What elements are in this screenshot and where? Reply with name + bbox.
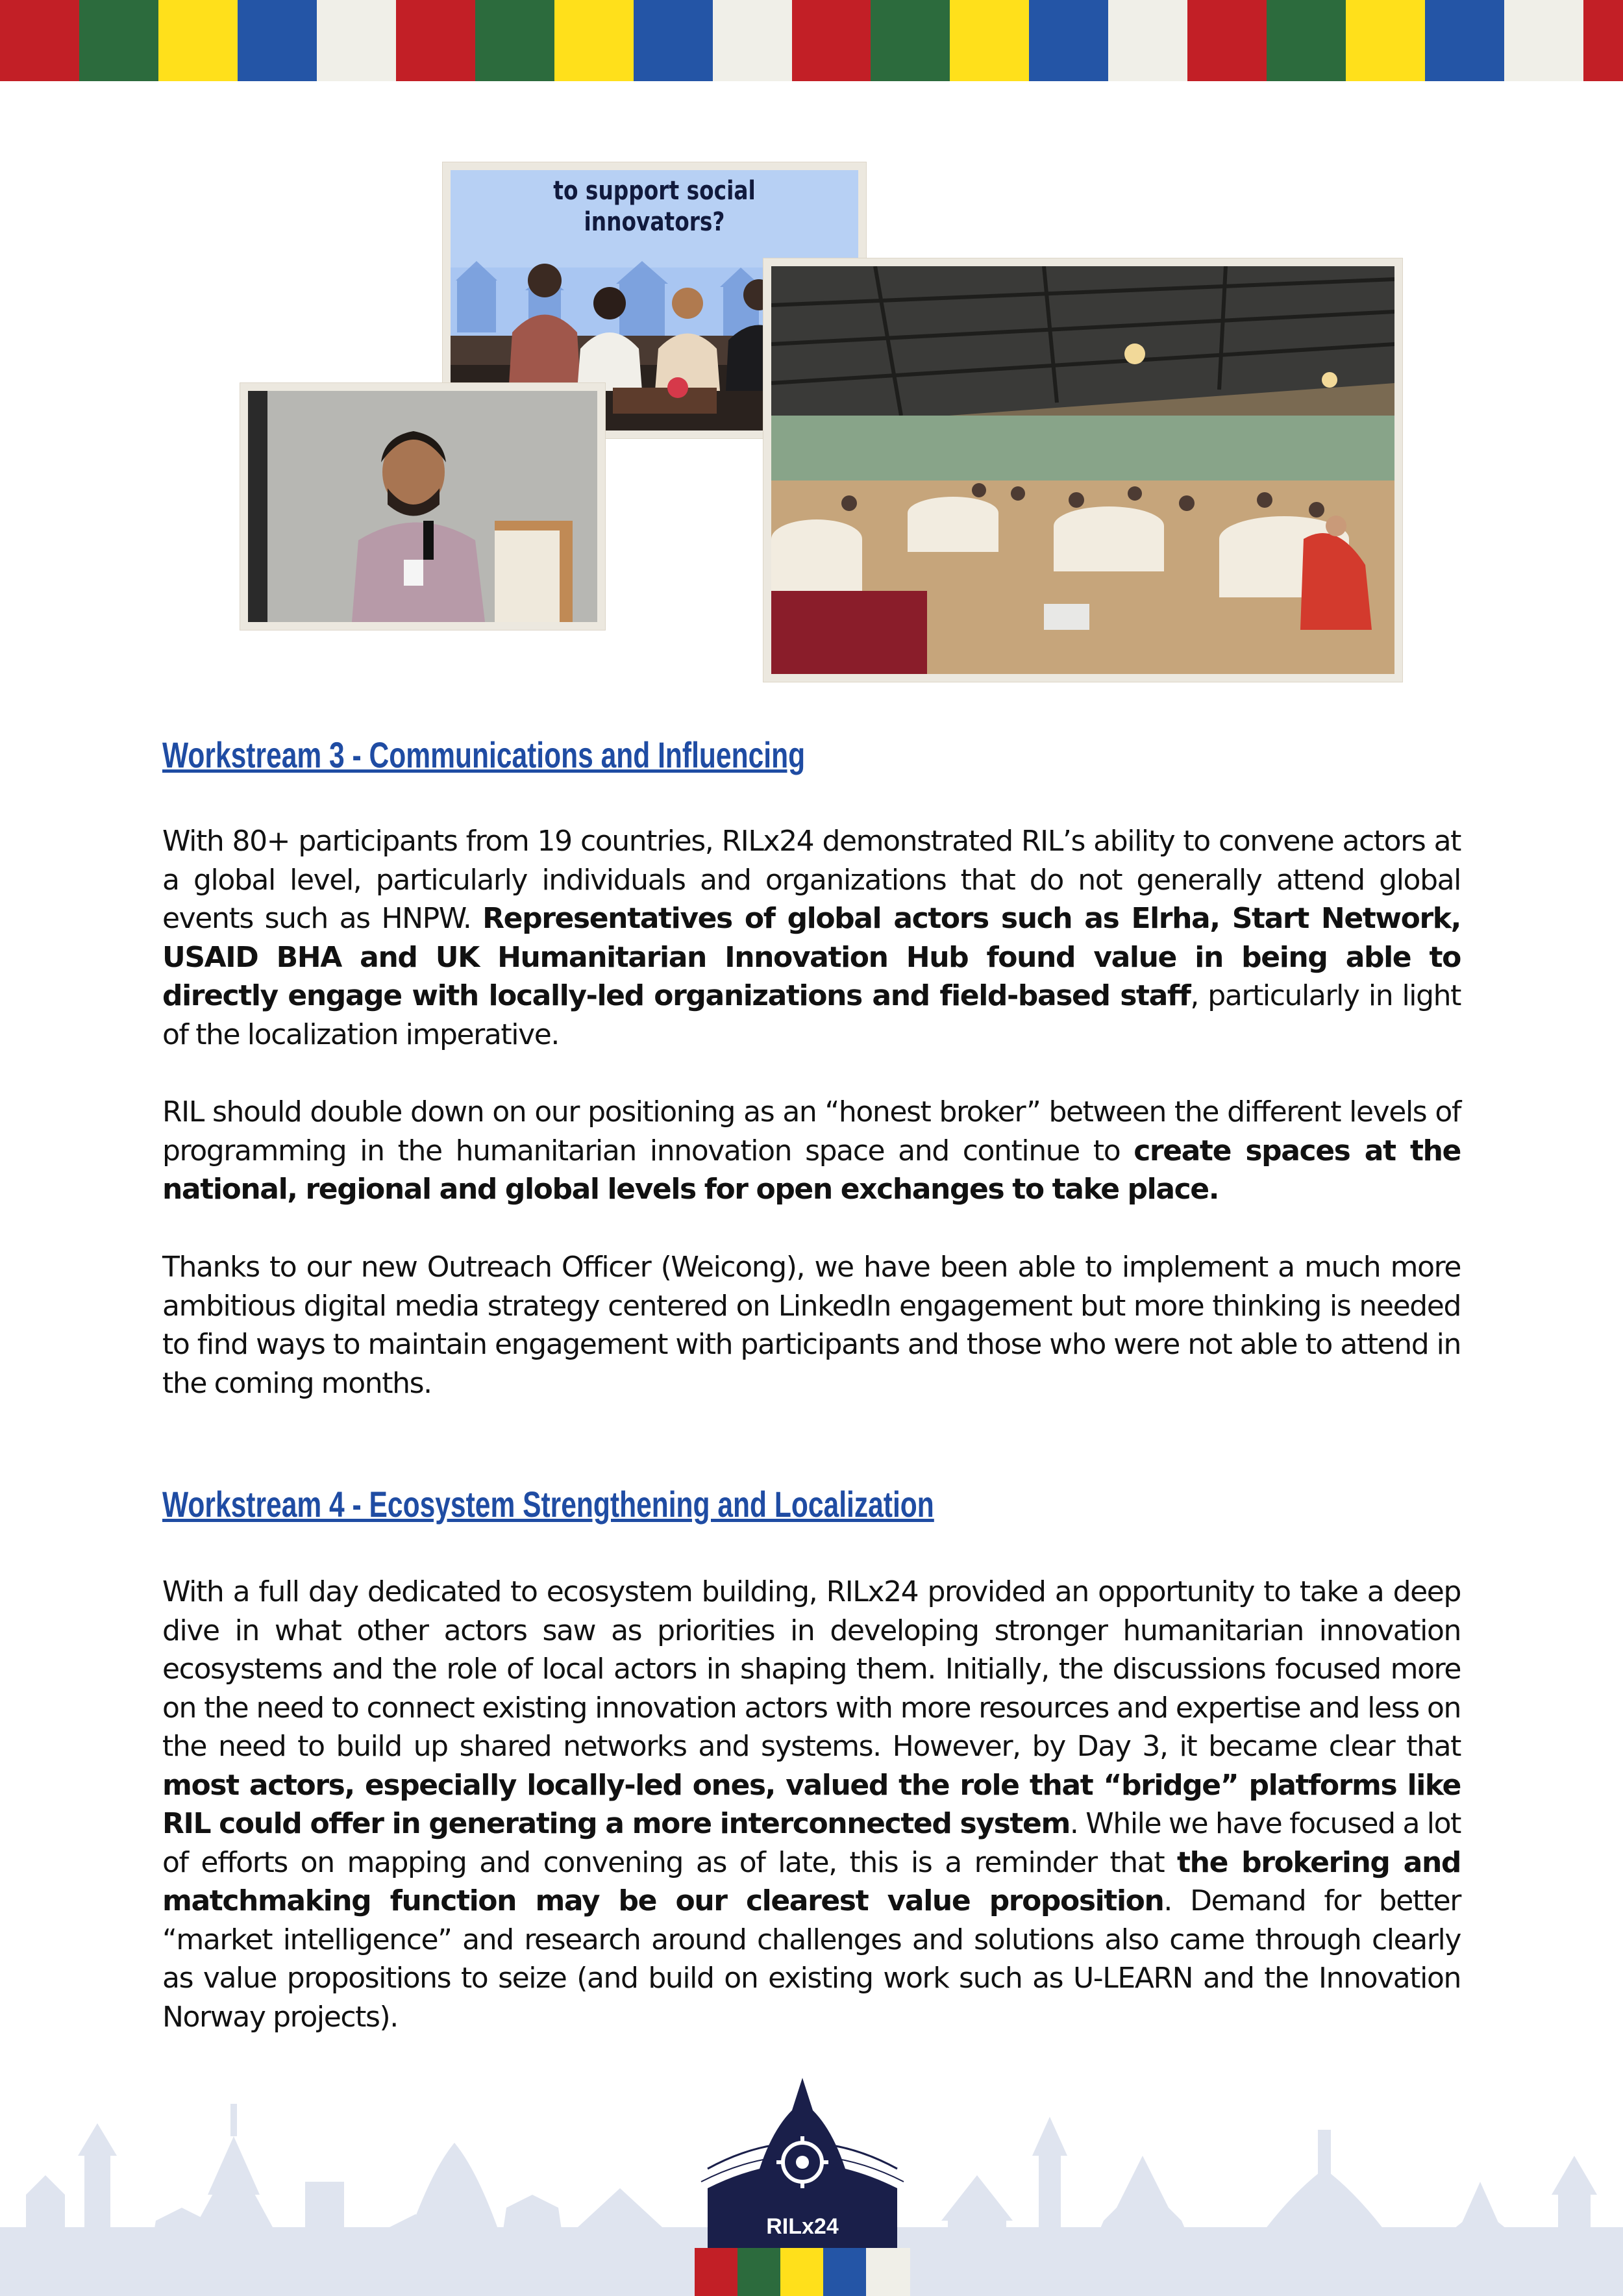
workstream-3-heading: Workstream 3 - Communications and Influencing <box>162 734 806 775</box>
text-run-bold: the brokering and matchmaking function may be our clearest value proposition <box>162 1845 1461 1917</box>
logo-text: RILx24 <box>766 2214 839 2239</box>
flag-stripe-red <box>0 0 79 81</box>
flag-stripe-yellow <box>554 0 634 81</box>
flag-stripe-yellow <box>1346 0 1425 81</box>
workstream-4-paragraph-1 <box>162 1573 1461 2036</box>
text-run: , particularly in light of the localization imperative. <box>162 979 1461 1051</box>
workstream-4-heading: Workstream 4 - Ecosystem Strengthening and Localization <box>162 1484 934 1525</box>
speaker-photo-icon <box>248 391 597 622</box>
workstream-3-paragraph-2 <box>162 1093 1461 1209</box>
flag-stripe-white <box>317 0 396 81</box>
text-run: . While we have focused a lot of efforts on mapping and convening as of late, this is a reminder that <box>162 1807 1461 1879</box>
flag-stripe-white <box>713 0 792 81</box>
flag-stripe-red <box>1187 0 1267 81</box>
flag-stripe-green <box>1267 0 1346 81</box>
logo-stripe-white <box>866 2248 910 2296</box>
logo-stripe-red <box>695 2248 737 2296</box>
logo-stripe-yellow <box>780 2248 823 2296</box>
flag-stripe-white <box>1504 0 1583 81</box>
flag-stripe-blue <box>1425 0 1504 81</box>
text-run: . Demand for better “market intelligence” and research around challenges and solutions also came through clearly as value propositions to seize (and build on existing work such as U-LEARN and the Innovation Norway projects). <box>162 1884 1461 2034</box>
text-run-bold: most actors, especially locally-led ones, valued the role that “bridge” platforms like RIL could offer in generating a more interconnected system <box>162 1768 1461 1840</box>
conference-hall-photo-icon <box>771 266 1394 674</box>
text-run: With 80+ participants from 19 countries, RILx24 demonstrated RIL’s ability to convene actors at a global level, particularly individuals and organizations that do not generally attend global events such as HNPW. <box>162 825 1461 935</box>
flag-stripe-green <box>871 0 950 81</box>
flag-stripe-green <box>79 0 158 81</box>
flag-stripe-blue <box>1029 0 1108 81</box>
text-run: RIL should double down on our positioning as an “honest broker” between the different levels of programming in the humanitarian innovation space and continue to <box>162 1095 1461 1167</box>
panel-question-banner: to support social innovators? <box>553 176 756 237</box>
flag-stripe-red <box>396 0 475 81</box>
flag-stripe-red <box>1583 0 1623 81</box>
text-run-bold: Representatives of global actors such as Elrha, Start Network, USAID BHA and UK Humanitarian Innovation Hub found value in being able to directly engage with locally-led organizations and field-based staff <box>162 902 1461 1012</box>
workstream-3-paragraph-3: Thanks to our new Outreach Officer (Weicong), we have been able to implement a much more ambitious digital media strategy centered on LinkedIn engagement but more thinking is needed to find ways to maintain engagement with participants and those who were not able to attend in the coming months. <box>162 1251 1461 1400</box>
workstream-3-paragraph-1 <box>162 822 1461 1054</box>
flag-stripe-green <box>475 0 554 81</box>
flag-stripe-yellow <box>950 0 1029 81</box>
text-run: With a full day dedicated to ecosystem building, RILx24 provided an opportunity to take a deep dive in what other actors saw as priorities in developing stronger humanitarian innovation ecosystems and the role of local actors in shaping them. Initially, the discussions focused more on the need to connect existing innovation actors with more resources and expertise and less on the need to build up shared networks and systems. However, by Day 3, it became clear that <box>162 1575 1461 1763</box>
logo-stripe-green <box>737 2248 780 2296</box>
top-flag-band <box>0 0 1623 81</box>
flag-stripe-blue <box>634 0 713 81</box>
speaker-photo <box>240 383 605 630</box>
flag-stripe-blue <box>238 0 317 81</box>
flag-stripe-red <box>792 0 871 81</box>
text-run-bold: create spaces at the national, regional and global levels for open exchanges to take place. <box>162 1134 1461 1206</box>
flag-stripe-yellow <box>158 0 238 81</box>
conference-hall-photo <box>763 258 1402 682</box>
logo-stripe-blue <box>823 2248 866 2296</box>
rilx24-logo <box>695 2078 910 2296</box>
flag-stripe-white <box>1108 0 1187 81</box>
